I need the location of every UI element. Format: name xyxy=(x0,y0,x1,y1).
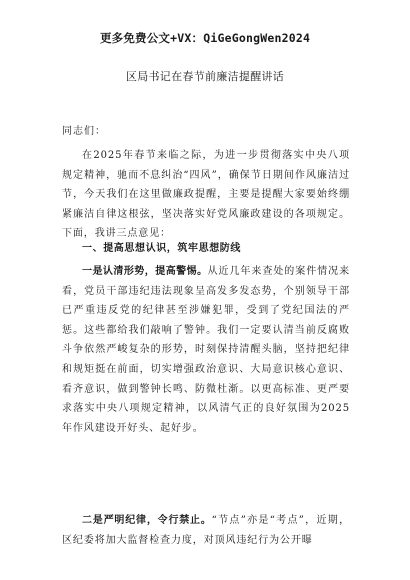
salutation: 同志们： xyxy=(62,126,106,137)
point-2-paragraph xyxy=(62,511,350,550)
point-2-body: “节点”亦是“考点”，近期，区纪委将加大监督检查力度，对顶风违纪行为公开曝 xyxy=(62,515,350,546)
header-banner: 更多免费公文+VX：QiGeGongWen2024 xyxy=(99,31,311,45)
point-1-lead: 一是认清形势，提高警惕。 xyxy=(82,266,208,277)
point-2-lead: 二是严明纪律，令行禁止。 xyxy=(82,515,212,526)
point-1-body: 从近几年来查处的案件情况来看，党员干部违纪违法现象呈高发多发态势，个别领导干部已严重违反党的纪律甚至涉嫌犯罪，受到了党纪国法的严惩。这些都给我们敲响了警钟。我们一定要认清当前反腐败斗争依然严峻复杂的形势，时刻保持清醒头脑，坚持把纪律和规矩挺在前面，切实增强政治意识、大局意识核心意识、看齐意识，做到警钟长鸣、防微杜渐。以更高标准、更严要求落实中央八项规定精神，以风清气正的良好氛围为2025年作风建设开好头、起好步。 xyxy=(62,266,350,434)
section-heading-1: 一、提高思想认识，筑牢思想防线 xyxy=(82,243,241,254)
point-1-paragraph xyxy=(62,262,350,438)
intro-paragraph: 在2025年春节来临之际，为进一步贯彻落实中央八项规定精神，驰而不息纠治“四风”，确保节日期间作风廉洁过节，今天我们在这里做廉政提醒，主要是提醒大家要始终绷紧廉洁自律这根弦，坚决落实好党风廉政建设的各项规定。下面，我讲三点意见： xyxy=(62,150,350,240)
document-title: 区局书记在春节前廉洁提醒讲话 xyxy=(125,70,285,83)
